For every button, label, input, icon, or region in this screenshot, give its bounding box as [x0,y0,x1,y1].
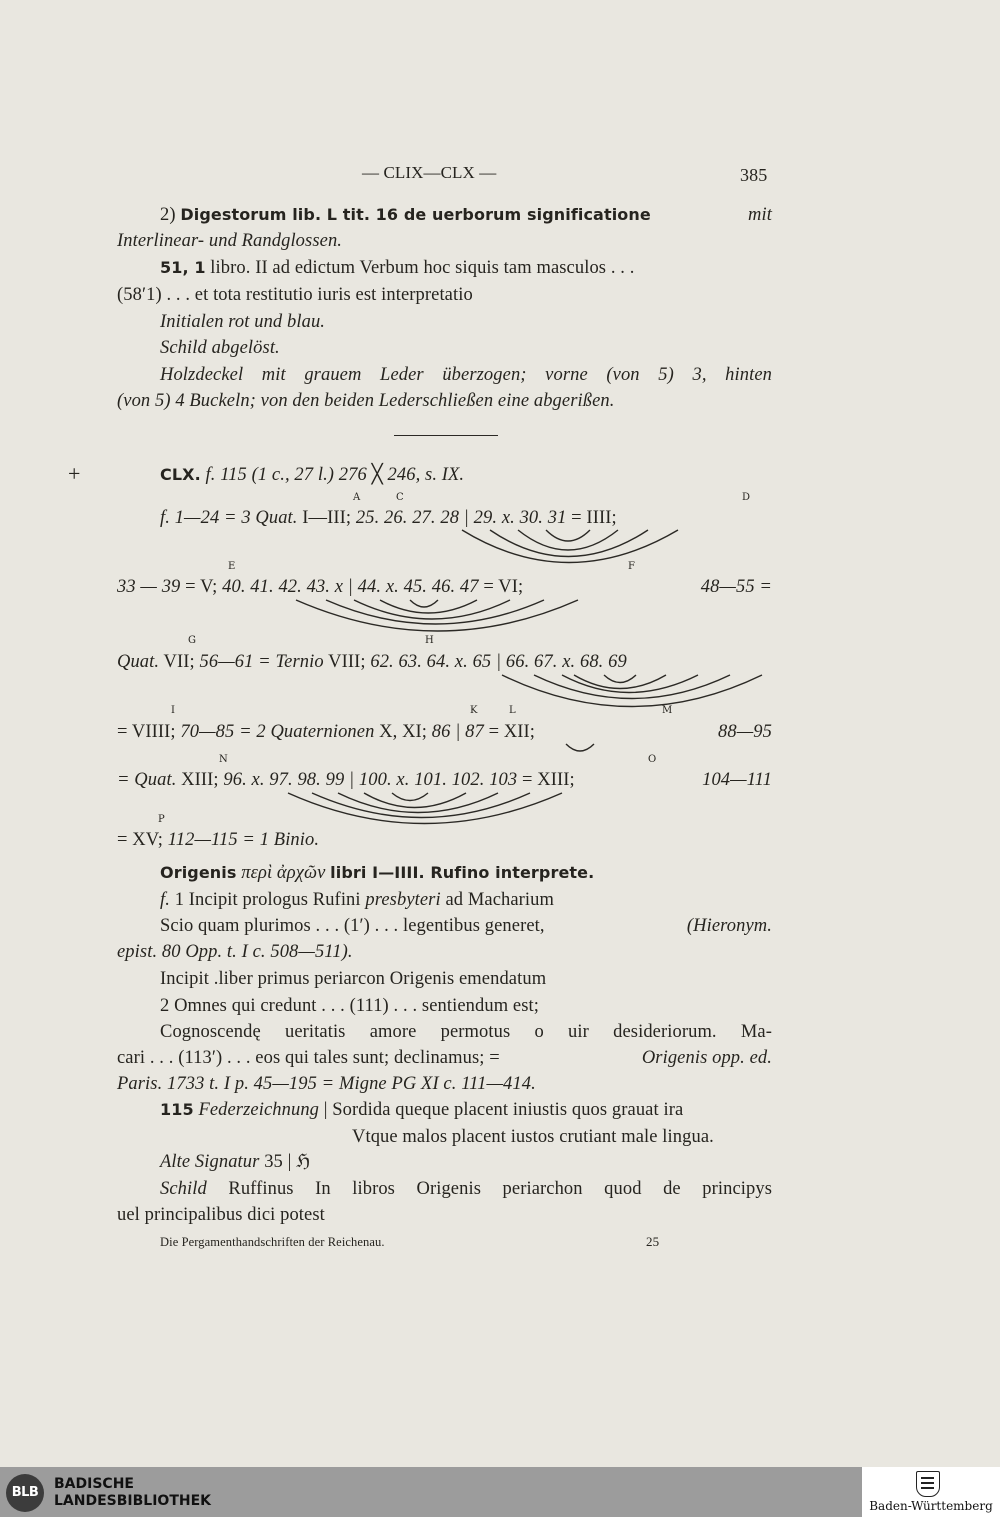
text: ad Macharium [445,890,555,910]
arc [502,675,762,707]
series-footer: Die Pergamenthandschriften der Reichenau. [160,1235,385,1249]
federzeichnung-line [160,1099,683,1121]
text: 62. 63. 64. x. 65 | 66. 67. x. 68. 69 [370,652,627,672]
library-name-line-1: BADISCHE [54,1476,134,1492]
text: libri I—IIII. Rufino interprete. [330,863,595,882]
text: = VI; [483,577,524,597]
vtque-line: Vtque malos placent iustos crutiant male lingua. [352,1127,714,1147]
quire-letter-L: L [509,705,516,716]
text: I—III; [302,508,352,528]
text-edictum: edictum [294,258,356,278]
clx-heading [160,464,464,486]
arc [490,530,648,557]
arc [546,530,590,541]
text: 56—61 = Ternio [199,652,324,672]
text: 35 | [264,1152,292,1172]
text: Scio quam plurimos . . . (1′) . . . legentibus generet, [160,916,545,936]
text-ad: II ad [255,258,291,278]
page-number: 385 [740,165,768,185]
text: Ruffinus In libros Origenis periarchon quod de principys [228,1179,772,1199]
macari-line [117,1047,772,1069]
title-bold: Digestorum lib. L tit. 16 de uerborum significatione [180,205,651,224]
quire-letter-C: C [396,492,404,503]
arc [338,793,498,813]
clix-holzdeckel-2: (von 5) 4 Buckeln; von den beiden Lederschließen eine abgerißen. [117,391,615,411]
clx-description: f. 115 (1 c., 27 l.) 276 ╳ 246, s. IX. [205,465,465,485]
paris-line: Paris. 1733 t. I p. 45—195 = Migne PG XI c. 111—414. [117,1074,536,1094]
arc [566,744,594,751]
arc [312,793,530,818]
clix-explicit: (58′1) . . . et tota restitutio iuris est interpretatio [117,285,473,305]
cognoscende-line: Cognoscendę ueritatis amore permotus o uir desideriorum. Ma- [160,1022,772,1042]
text: Federzeichnung [198,1100,320,1120]
arc [562,675,698,693]
text: = VIIII; [117,722,176,742]
text: 96. x. 97. 98. 99 | 100. x. 101. 102. 103 [223,770,518,790]
collation-line-5 [117,769,772,791]
coat-of-arms-icon [916,1471,940,1497]
collation-line-3 [117,651,627,673]
clix-initialen: Initialen rot und blau. [160,312,326,332]
collation-line-4 [117,721,772,743]
quire-letter-D: D [742,492,751,503]
text: cari . . . (113′) . . . eos qui tales sunt; declinamus; = [117,1048,500,1068]
arc [296,600,578,631]
arc [518,530,618,550]
epist-line: epist. 80 Opp. t. I c. 508—511). [117,942,353,962]
text: f. 1—24 = 3 Quat. [160,508,298,528]
text: = Quat. [117,770,177,790]
clix-holzdeckel-1: Holzdeckel mit grauem Leder überzogen; vorne (von 5) 3, hinten [160,365,772,385]
arc [288,793,562,824]
quire-letter-P: P [158,814,165,825]
collation-line-1 [160,507,617,529]
text: = XV; [117,830,164,850]
text: 104—111 [702,770,772,790]
text: 33 — 39 [117,577,181,597]
folio-ref: 51, 1 [160,258,206,277]
arc [604,675,636,683]
text: f. [160,890,170,910]
arc [410,600,438,607]
text: Origenis [160,863,237,882]
text: 1 Incipit prologus Rufini [174,890,361,910]
alte-signatur-line [160,1151,310,1173]
text: | Sordida queque placent iniustis quos grauat ira [323,1100,684,1120]
state-logo[interactable] [862,1467,1000,1517]
text: 48—55 = [700,577,772,597]
collation-line-6 [117,829,319,851]
text: VIII; [328,652,366,672]
clix-title-line2: Interlinear- und Randglossen. [117,231,343,251]
text: 40. 41. 42. 43. x | 44. x. 45. 46. 47 [222,577,479,597]
text: Quat. [117,652,160,672]
text: 112—115 = 1 Binio. [167,830,320,850]
text: 86 | 87 [431,722,484,742]
arc [574,675,666,689]
text: Origenis opp. ed. [641,1048,772,1068]
arc [380,600,477,613]
library-name-line-2: LANDESBIBLIOTHEK [54,1493,212,1509]
clix-title [160,204,772,226]
prologus-line [160,889,554,911]
arc [364,793,466,808]
incipit-line: Incipit .liber primus periarcon Origenis emendatum [160,969,547,989]
clx-number: CLX. [160,465,201,484]
title-number: 2) [160,205,176,225]
text: 88—95 [718,722,772,742]
state-label: Baden-Württemberg [869,1499,993,1513]
arc [534,675,730,699]
blb-logo[interactable]: BLB [6,1474,44,1512]
text: = XIII; [521,770,575,790]
schild-line-2: uel principalibus dici potest [117,1205,325,1225]
text-verbum: Verbum hoc siquis tam masculos . . . [359,258,635,278]
schild-line [160,1178,772,1200]
text: X, XI; [379,722,428,742]
text: = V; [185,577,218,597]
quire-letter-O: O [648,754,657,765]
text: = XII; [488,722,536,742]
quire-letter-E: E [228,561,236,572]
margin-plus-mark: + [68,461,81,486]
section-divider [394,435,498,436]
text: XIII; [181,770,219,790]
collation-line-2 [117,576,772,598]
scio-line [160,915,772,937]
arc [392,793,428,801]
quire-letter-K: K [470,705,478,716]
text: VII; [163,652,195,672]
arc [326,600,544,624]
text: presbyteri [365,890,441,910]
text: 25. 26. 27. 28 | 29. x. 30. 31 [355,508,567,528]
library-name[interactable] [54,1476,211,1510]
arc [354,600,510,619]
text: 115 [160,1100,194,1119]
greek-title: περὶ ἀρχῶν [241,863,326,883]
quire-letter-H: H [425,635,434,646]
running-header: — CLIX—CLX — [362,163,497,182]
work-title [160,862,594,884]
text: 70—85 = 2 Quaternionen [180,722,375,742]
text: = IIII; [571,508,617,528]
sheet-number: 25 [646,1234,660,1249]
clix-incipit [160,257,772,279]
omnes-line: 2 Omnes qui credunt . . . (111) . . . sentiendum est; [160,996,540,1016]
quire-letter-I: I [171,705,175,716]
text: Alte Signatur [160,1152,260,1172]
text-libro: libro. [210,258,251,278]
quire-letter-N: N [219,754,228,765]
quire-letter-G: G [188,635,196,646]
arc [462,530,678,563]
clix-schild: Schild abgelöst. [160,338,280,358]
quire-letter-M: M [662,705,673,716]
library-footer-bar [0,1467,1000,1517]
fraktur-h-symbol: ℌ [296,1152,311,1172]
text: Schild [160,1179,207,1199]
quire-letter-A: A [353,492,361,503]
title-mit: mit [748,205,772,225]
text: (Hieronym. [686,916,772,936]
quire-letter-F: F [628,561,635,572]
